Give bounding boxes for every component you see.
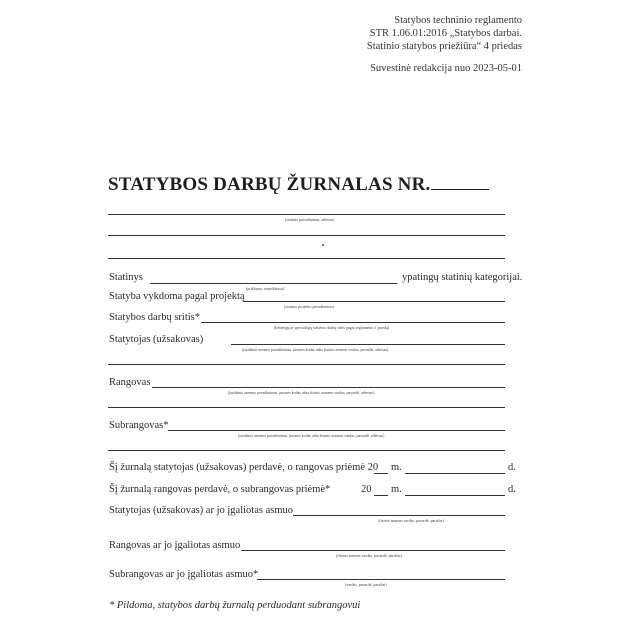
- rangovas-label: Rangovas: [109, 377, 151, 388]
- object-address-line-2[interactable]: [108, 258, 505, 259]
- subcontractor-person-label: Subrangovas ar jo įgaliotas asmuo*: [109, 569, 259, 580]
- journal-title: [108, 173, 489, 196]
- subrangovas-field-2[interactable]: [108, 450, 505, 451]
- contractor-person-label: Rangovas ar jo įgaliotas asmuo: [109, 540, 241, 551]
- handover-owner-label: Šį žurnalą statytojas (užsakovas) perdavė, o rangovas priėmė 20: [109, 462, 379, 473]
- rangovas-field-2[interactable]: [108, 407, 505, 408]
- projektas-label: Statyba vykdoma pagal projektą: [109, 291, 245, 302]
- handover-owner-year[interactable]: [374, 473, 388, 474]
- handover-owner-m: m.: [391, 462, 402, 473]
- owner-person-field[interactable]: [293, 515, 505, 516]
- handover-sub-label: Šį žurnalą rangovas perdavė, o subrangovas priėmė*: [109, 484, 331, 495]
- subrangovas-caption: (juridinio asmens pavadinimas, įmonės kodas arba fizinio asmens vardas, pavardė, adresas): [238, 433, 385, 438]
- object-name-line[interactable]: [108, 214, 505, 215]
- handover-owner-d: d.: [508, 462, 516, 473]
- handover-sub-m: m.: [391, 484, 402, 495]
- handover-sub-d: d.: [508, 484, 516, 495]
- contractor-person-field[interactable]: [241, 550, 505, 551]
- edition-note: Suvestinė redakcija nuo 2023-05-01: [370, 63, 522, 74]
- sritis-label: Statybos darbų sritis*: [109, 312, 200, 323]
- contractor-person-caption: (fizinio asmens vardas, pavardė, parašas): [336, 553, 402, 558]
- regulation-reference: [367, 14, 522, 53]
- statinys-caption: (priklauso, nepriklauso): [246, 286, 285, 291]
- journal-number-field[interactable]: [431, 173, 489, 190]
- subcontractor-person-caption: (vardas, pavardė, parašas): [345, 582, 387, 587]
- handover-sub-20: 20: [361, 484, 372, 495]
- sritis-caption: (bendrųjų ar specialiųjų statybos darbų sritis pagal reglamento 1 priedą): [274, 325, 389, 330]
- handover-sub-date[interactable]: [405, 495, 505, 496]
- statinys-suffix: ypatingų statinių kategorijai.: [402, 272, 523, 283]
- statinys-field[interactable]: [150, 283, 397, 284]
- statytojas-field[interactable]: [231, 344, 505, 345]
- regulation-line-3: Statinio statybos priežiūra“ 4 priedas: [366, 41, 522, 52]
- rangovas-caption: (juridinio asmens pavadinimas, įmonės kodas arba fizinio asmens vardas, pavardė, adresas): [228, 390, 375, 395]
- statytojas-caption: (juridinio asmens pavadinimas, įmonės kodas arba fizinio asmens vardas, pavardė, adresas): [242, 347, 389, 352]
- projektas-field[interactable]: [243, 301, 505, 302]
- owner-person-caption: (fizinio asmens vardas, pavardė, parašas): [378, 518, 444, 523]
- projektas-caption: (statinio projekto pavadinimas): [284, 304, 334, 309]
- subcontractor-person-field[interactable]: [257, 579, 505, 580]
- sritis-field[interactable]: [201, 322, 505, 323]
- subrangovas-field[interactable]: [168, 430, 505, 431]
- object-name-caption: (statinio pavadinimas, adresas): [285, 217, 335, 222]
- rangovas-field[interactable]: [152, 387, 505, 388]
- handover-sub-year[interactable]: [374, 495, 388, 496]
- statytojas-field-2[interactable]: [108, 364, 505, 365]
- scan-speck: [322, 244, 324, 246]
- regulation-line-2: STR 1.06.01:2016 „Statybos darbai.: [369, 28, 522, 39]
- subrangovas-label: Subrangovas*: [109, 420, 169, 431]
- regulation-line-1: Statybos techninio reglamento: [394, 15, 522, 26]
- statytojas-label: Statytojas (užsakovas): [109, 334, 204, 345]
- statinys-label: Statinys: [109, 272, 143, 283]
- owner-person-label: Statytojas (užsakovas) ar jo įgaliotas asmuo: [109, 505, 294, 516]
- journal-title-text: STATYBOS DARBŲ ŽURNALAS NR.: [108, 174, 431, 195]
- footnote: * Pildoma, statybos darbų žurnalą perduodant subrangovui: [109, 600, 361, 611]
- object-address-line-1[interactable]: [108, 235, 505, 236]
- handover-owner-date[interactable]: [405, 473, 505, 474]
